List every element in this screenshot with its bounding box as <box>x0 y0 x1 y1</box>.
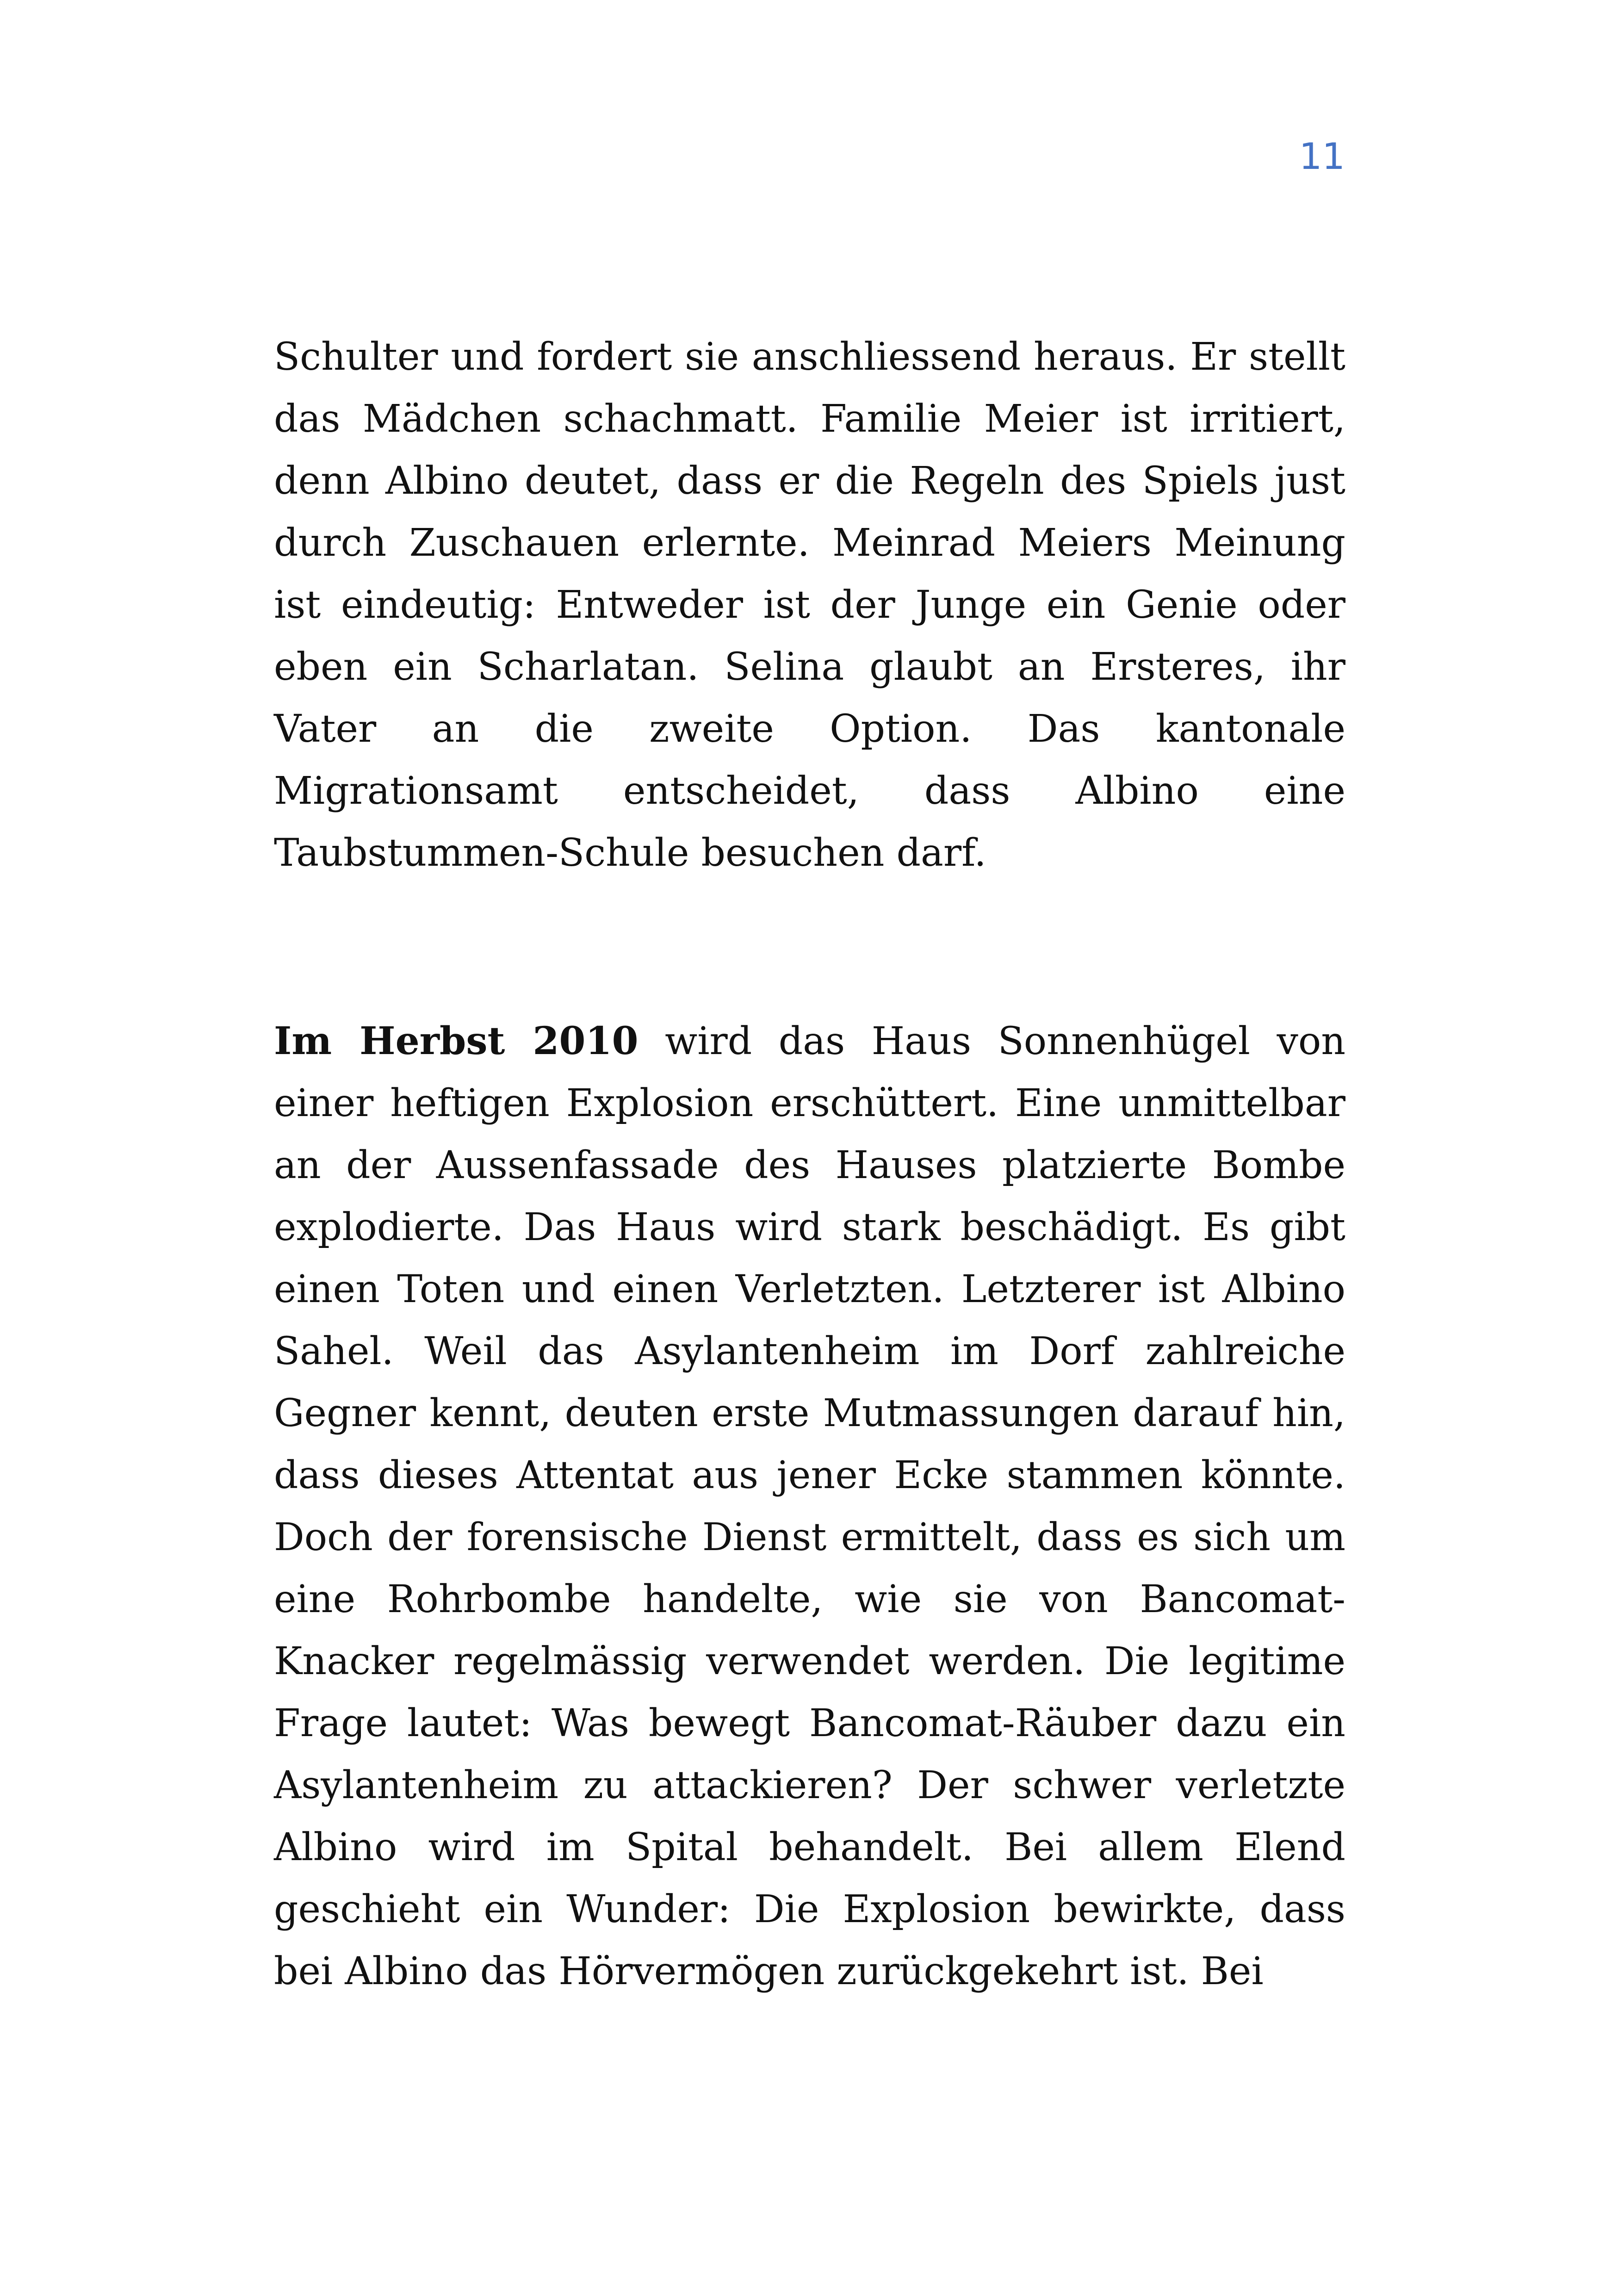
page-number: 11 <box>1299 136 1345 178</box>
paragraph-2 <box>274 1010 1345 2003</box>
paragraph-2-text: wird das Haus Sonnenhügel von einer heftigen Explosion erschüttert. Eine unmittelbar an der Aussenfassade des Hauses platzierte Bombe explodierte. Das Haus wird stark beschädigt. Es gibt einen Toten und einen Verletzten. Letzterer ist Albino Sahel. Weil das Asylantenheim im Dorf zahlreiche Gegner kennt, deuten erste Mutmassungen darauf hin, dass dieses Attentat aus jener Ecke stammen könnte. Doch der forensische Dienst ermittelt, dass es sich um eine Rohrbombe handelte, wie sie von Bancomat-Knacker regelmässig verwendet werden. Die legitime Frage lautet: Was bewegt Bancomat-Räuber dazu ein Asylantenheim zu attackieren? Der schwer verletzte Albino wird im Spital behandelt. Bei allem Elend geschieht ein Wunder: Die Explosion bewirkte, dass bei Albino das Hörvermögen zurückgekehrt ist. Bei <box>274 1019 1345 1993</box>
paragraph-1 <box>274 326 1345 884</box>
paragraph-2-lead: Im Herbst 2010 <box>274 1019 639 1063</box>
paragraph-1-text: Schulter und fordert sie anschliessend heraus. Er stellt das Mädchen schachmatt. Familie Meier ist irritiert, denn Albino deutet, dass er die Regeln des Spiels just durch Zuschauen erlernte. Meinrad Meiers Meinung ist eindeutig: Entweder ist der Junge ein Genie oder eben ein Scharlatan. Selina glaubt an Ersteres, ihr Vater an die zweite Option. Das kantonale Migrationsamt entscheidet, dass Albino eine Taubstummen-Schule besuchen darf. <box>274 335 1345 875</box>
